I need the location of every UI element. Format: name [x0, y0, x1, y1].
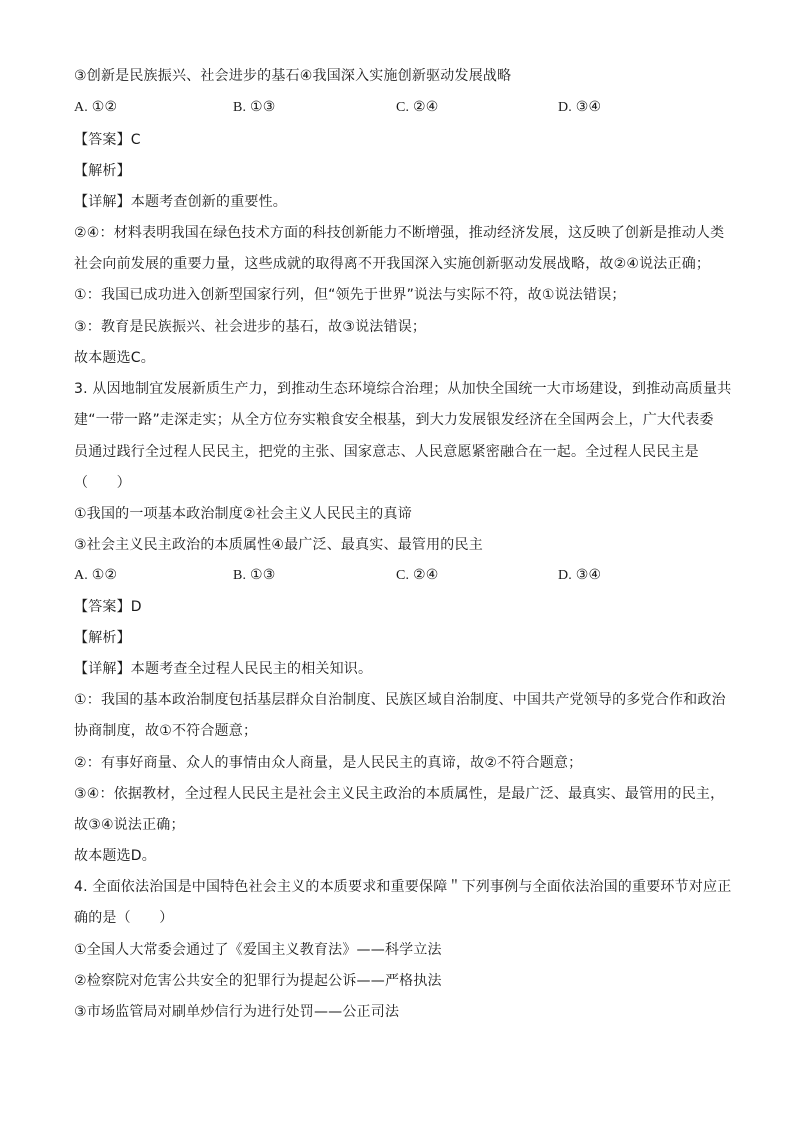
explanation-line: ①：我国的基本政治制度包括基层群众自治制度、民族区域自治制度、中国共产党领导的多党合作和政治	[74, 692, 726, 708]
option-d: D. ③④	[558, 100, 602, 115]
explanation-line: ③：教育是民族振兴、社会进步的基石，故③说法错误；	[74, 319, 427, 335]
statement-line: ③市场监管局对刷单炒信行为进行处罚——公正司法	[74, 1004, 400, 1020]
explanation-line: 【详解】本题考查全过程人民民主的相关知识。	[74, 661, 373, 677]
option-b: B. ①③	[233, 100, 276, 115]
explanation-line: 故③④说法正确；	[74, 817, 185, 833]
question-4-text: 4. 全面依法治国是中国特色社会主义的本质要求和重要保障＂下列事例与全面依法治国的重要环节对应正	[74, 879, 732, 895]
statement-line: ③社会主义民主政治的本质属性④最广泛、最真实、最管用的民主	[74, 537, 483, 553]
question-3-text: 3. 从因地制宜发展新质生产力，到推动生态环境综合治理；从加快全国统一大市场建设，到推动高质量共	[74, 381, 732, 397]
conclusion-line: 故本题选C。	[74, 350, 155, 366]
option-c: C. ②④	[396, 568, 439, 583]
question-3-text: 员通过践行全过程人民民主，把党的主张、国家意志、人民意愿紧密融合在一起。全过程人民民主是	[74, 444, 699, 460]
answer-label: 【答案】D	[74, 599, 142, 615]
option-a: A. ①②	[74, 100, 118, 115]
explanation-line: ③④：依据教材，全过程人民民主是社会主义民主政治的本质属性，是最广泛、最真实、最管用的民主，	[74, 786, 725, 802]
explanation-line: 【详解】本题考查创新的重要性。	[74, 194, 287, 210]
options-row-q2	[74, 98, 724, 118]
option-d: D. ③④	[558, 568, 602, 583]
question-3-blank: （ ）	[74, 475, 131, 491]
options-row-q3	[74, 566, 724, 586]
question-4-text: 确的是（ ）	[74, 910, 174, 926]
explanation-line: ②：有事好商量、众人的事情由众人商量，是人民民主的真谛，故②不符合题意；	[74, 755, 583, 771]
answer-label: 【答案】C	[74, 132, 141, 148]
conclusion-line: 故本题选D。	[74, 848, 156, 864]
statement-line: ②检察院对危害公共安全的犯罪行为提起公诉——严格执法	[74, 973, 442, 989]
statement-line: ③创新是民族振兴、社会进步的基石④我国深入实施创新驱动发展战略	[74, 68, 512, 84]
option-b: B. ①③	[233, 568, 276, 583]
explanation-line: ①：我国已成功进入创新型国家行列，但“领先于世界”说法与实际不符，故①说法错误；	[74, 287, 626, 303]
explanation-line: 社会向前发展的重要力量，这些成就的取得离不开我国深入实施创新驱动发展战略，故②④说法正确；	[74, 256, 711, 272]
analysis-label: 【解析】	[74, 163, 131, 179]
option-c: C. ②④	[396, 100, 439, 115]
statement-line: ①我国的一项基本政治制度②社会主义人民民主的真谛	[74, 506, 412, 522]
explanation-line: ②④：材料表明我国在绿色技术方面的科技创新能力不断增强，推动经济发展，这反映了创新是推动人类	[74, 225, 725, 241]
question-3-text: 建“一带一路”走深走实；从全方位夯实粮食安全根基，到大力发展银发经济在全国两会上，广大代表委	[74, 412, 714, 428]
statement-line: ①全国人大常委会通过了《爱国主义教育法》——科学立法	[74, 942, 442, 958]
analysis-label: 【解析】	[74, 630, 131, 646]
option-a: A. ①②	[74, 568, 118, 583]
explanation-line: 协商制度，故①不符合题意；	[74, 723, 258, 739]
